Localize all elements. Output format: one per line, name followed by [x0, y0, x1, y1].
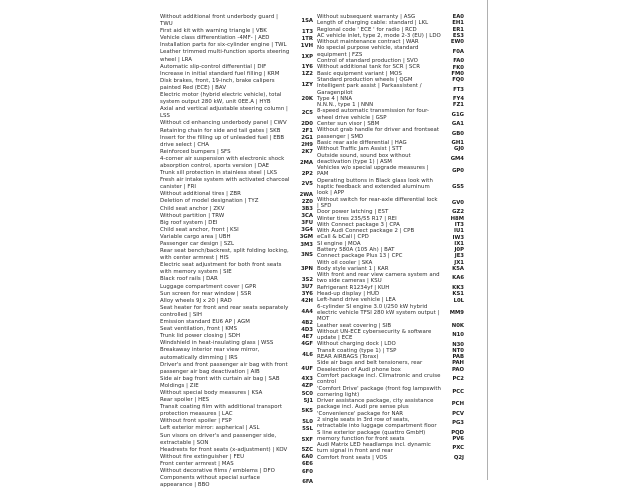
- option-description: Windshield in heat-insulating glass | WSS: [160, 340, 274, 347]
- option-row: [160, 425, 313, 432]
- option-description: AC vehicle inlet, type 2, mode 2-3 (EU) | LDO: [317, 32, 441, 39]
- option-code: 1Y6: [301, 64, 313, 71]
- option-description: Refrigerant R1234yf | KUH: [317, 284, 390, 291]
- option-code: K5A: [452, 266, 464, 273]
- option-code: 2C5: [301, 110, 313, 117]
- option-code: PAB: [452, 354, 464, 361]
- option-description: Without additional tires | ZBR: [160, 191, 241, 198]
- option-description: First aid kit with warning triangle | VBK: [160, 28, 267, 35]
- option-code: GP0: [452, 168, 464, 175]
- option-code: 3G4: [301, 227, 313, 234]
- option-description: Big roof system | DEI: [160, 219, 218, 226]
- option-description: Installation parts for six-cylinder engine | TWL: [160, 42, 287, 49]
- option-code: 1VH: [300, 42, 313, 49]
- option-description: Without cd enhancing underbody panel | CWV: [160, 120, 287, 127]
- option-code: J0P: [454, 247, 464, 254]
- option-row: [160, 156, 313, 170]
- option-description: 4-corner air suspension with electronic shock absorption control, sports version | DAE: [160, 155, 285, 169]
- option-row: [160, 170, 313, 177]
- option-description: Without subsequent warranty | ASG: [317, 14, 416, 20]
- option-description: With Audi Connect package 2 | CPB: [317, 228, 415, 235]
- option-code: PQD: [451, 429, 464, 436]
- option-description: Basic equipment variant | MOS: [317, 70, 402, 77]
- option-row: [160, 397, 313, 404]
- option-code: 4E7: [302, 333, 313, 340]
- option-code: N10: [452, 332, 464, 339]
- option-description: Standard production wheels | QGM: [317, 76, 413, 83]
- option-description: 'Comfort Drive' package (front fog lampswith cornering light): [317, 385, 441, 398]
- option-description: Operating buttons in Black glass look with haptic feedback and extended aluminum look | APP: [317, 177, 433, 197]
- option-row: [160, 319, 313, 326]
- option-code: PCH: [451, 401, 464, 408]
- option-description: Luggage compartment cover | GPR: [160, 283, 257, 290]
- option-row: [317, 153, 464, 166]
- option-row: [160, 149, 313, 156]
- option-row: [317, 197, 464, 210]
- option-code: 5L0: [302, 418, 313, 425]
- option-code: 2Z0: [301, 198, 313, 205]
- option-code: GV0: [451, 199, 464, 206]
- option-row: [160, 347, 313, 361]
- option-description: With Connect package 3 | CPA: [317, 221, 400, 228]
- option-description: eCall & bCall | CPD: [317, 234, 369, 241]
- option-description: Child seat anchor, front | KSI: [160, 226, 239, 233]
- option-description: 2 single seats in 3rd row of seats, retractable into luggage compartment floor: [317, 417, 437, 430]
- option-code: PAH: [452, 360, 464, 367]
- option-code: IW3: [452, 234, 464, 241]
- option-row: [160, 64, 313, 71]
- option-code: F0A: [452, 48, 464, 55]
- option-row: [160, 28, 313, 35]
- option-description: Seat heater for front and rear seats separately controlled | SIH: [160, 304, 289, 318]
- option-description: 8-speed automatic transmission for four-wheel drive vehicle | GSP: [317, 108, 430, 121]
- option-description: Without fire extinguisher | FEU: [160, 453, 245, 460]
- option-description: Control of standard production | SVO: [317, 58, 418, 65]
- option-code: 1XP: [301, 53, 313, 60]
- option-code: FT3: [453, 86, 464, 93]
- option-row: [160, 468, 313, 475]
- option-description: Regional code ' ECE ' for radio | RCD: [317, 26, 417, 33]
- option-row: [160, 447, 313, 454]
- option-row: [160, 333, 313, 340]
- option-code: JX1: [454, 259, 464, 266]
- option-code: 4ZP: [301, 383, 313, 390]
- option-description: drive select | CHA: [160, 141, 210, 148]
- option-code: Q2J: [453, 454, 464, 461]
- option-description: Fresh air intake system with activated charcoal canister | FRI: [160, 177, 290, 191]
- option-code: N0K: [451, 322, 464, 329]
- option-row: [317, 417, 464, 430]
- option-description: Rear spoiler | HES: [160, 397, 210, 404]
- option-row: [160, 71, 313, 78]
- option-code: FZ1: [452, 102, 464, 109]
- option-code: 2P2: [301, 170, 313, 177]
- option-row: [160, 461, 313, 468]
- option-code: 1TR: [301, 35, 313, 42]
- option-description: Headrests for front seats (x-adjustment) | KOV: [160, 446, 288, 453]
- option-row: [160, 198, 313, 205]
- option-code: 4X3: [301, 376, 313, 383]
- option-code: 6A0: [301, 454, 313, 461]
- option-row: [160, 220, 313, 227]
- option-description: Black roof rails | DAR: [160, 276, 218, 283]
- option-code: 4A4: [301, 308, 313, 315]
- option-description: Side air bags and belt tensioners, rear: [317, 360, 423, 367]
- option-row: [160, 106, 313, 120]
- option-row: [317, 373, 464, 386]
- option-description: Without switch for rear-axle differential lock | SFD: [317, 196, 438, 209]
- option-description: Intelligent park assist | Parkassistent / Garagenpilot: [317, 83, 422, 96]
- option-description: Driver assistance package, city assistance package incl. Audi pre sense plus: [317, 398, 434, 411]
- option-description: Center sun visor | SBM: [317, 121, 380, 128]
- option-code: 3NS: [301, 252, 313, 259]
- option-row: [160, 284, 313, 291]
- option-row: [160, 35, 313, 42]
- option-code: PAO: [452, 366, 464, 373]
- option-description: Transit coating film with additional transport protection measures | LAC: [160, 404, 282, 418]
- option-description: Comfort package incl. Climatronic and cruise control: [317, 372, 441, 386]
- option-description: Electric seat adjustment for both front seats with memory system | SIE: [160, 262, 282, 276]
- option-code: 3S2: [301, 277, 313, 284]
- option-description: Without additional tank for SCR | SCR: [317, 64, 421, 71]
- option-row: [317, 127, 464, 140]
- option-code: 5C0: [301, 390, 313, 397]
- option-description: Audi Matrix LED headlamps incl. dynamic turn signal in front and rear: [317, 442, 431, 455]
- option-code: EA0: [452, 14, 464, 21]
- option-code: EH1: [452, 20, 464, 27]
- option-code: FM0: [451, 70, 464, 77]
- option-code: 5ZC: [301, 447, 313, 454]
- option-description: No special purpose vehicle, standard equipment | FZS: [317, 45, 419, 58]
- option-row: [160, 305, 313, 319]
- option-code: 3M3: [300, 241, 313, 248]
- option-code: N30: [452, 341, 464, 348]
- option-description: Moldings | ZIE: [160, 382, 199, 389]
- option-description: Child seat anchor | ZKV: [160, 205, 225, 212]
- option-row: [160, 128, 313, 135]
- option-code: NT0: [452, 347, 464, 354]
- option-row: [317, 45, 464, 58]
- option-code: 1ZY: [301, 81, 313, 88]
- option-description: Without front spoiler | FSP: [160, 418, 232, 425]
- option-code: 6F0: [302, 468, 313, 475]
- option-code: IU1: [454, 228, 464, 235]
- option-code: 6E6: [302, 461, 313, 468]
- option-description: Without special body measures | KSA: [160, 389, 263, 396]
- option-description: Vehicle class differentiation -4MF- | AED: [160, 35, 270, 42]
- option-code: PCC: [452, 388, 464, 395]
- option-description: Without decorative films / emblems | DFO: [160, 468, 275, 474]
- option-code: 2V5: [301, 181, 313, 188]
- option-row: [160, 234, 313, 241]
- option-description: Leather seat covering | SIB: [317, 322, 392, 329]
- option-row: [160, 276, 313, 283]
- option-code: G1G: [451, 111, 464, 118]
- option-row: [160, 248, 313, 262]
- option-code: FY4: [452, 96, 464, 102]
- option-row: [160, 227, 313, 234]
- option-code: PC2: [452, 376, 464, 383]
- option-code: IT3: [454, 221, 464, 228]
- option-description: S line exterior package (quattro GmbH): [317, 429, 426, 436]
- option-row: [160, 177, 313, 191]
- option-row: [317, 386, 464, 399]
- option-description: Left-hand drive vehicle | LEA: [317, 297, 396, 304]
- option-code: GZ2: [452, 209, 464, 216]
- option-code: MM9: [449, 310, 464, 317]
- option-description: Insert for the filling up of unleaded fuel | EBB: [160, 134, 285, 141]
- option-code: 4GF: [301, 340, 313, 347]
- option-code: 5SL: [302, 425, 313, 432]
- option-row: [160, 135, 313, 142]
- option-row: [160, 404, 313, 418]
- option-description: Without partition | TRW: [160, 212, 225, 219]
- option-code: 2F1: [302, 128, 313, 135]
- option-description: Without additional front underbody guard | TWU: [160, 14, 278, 28]
- option-description: Sun screen for rear window | SSR: [160, 290, 252, 297]
- option-row: [160, 291, 313, 298]
- equipment-list-left-column: [160, 14, 313, 489]
- option-description: REAR AIRBAGS (Torax): [317, 354, 379, 361]
- option-description: Length of charging cable: standard | LKL: [317, 20, 429, 27]
- option-row: [160, 191, 313, 198]
- option-description: Without Traffic Jam Assist | STT: [317, 146, 403, 153]
- option-code: GM4: [450, 155, 464, 162]
- option-code: KK3: [452, 284, 464, 291]
- option-description: 'Convenience' package for NAR: [317, 410, 404, 417]
- option-row: [317, 165, 464, 178]
- option-row: [160, 92, 313, 106]
- option-code: 1Z2: [301, 71, 313, 78]
- option-row: [160, 298, 313, 305]
- option-description: Sun visors on driver's and passenger side, extractable | SON: [160, 432, 277, 446]
- option-description: Without charging dock | LDO: [317, 341, 396, 348]
- option-code: GS5: [452, 184, 464, 191]
- option-code: 3FU: [301, 220, 313, 227]
- option-code: 5J1: [303, 397, 313, 404]
- option-description: Leather trimmed multi-function sports steering wheel | LRA: [160, 49, 290, 63]
- option-description: Transit coating (type 1) | TSP: [317, 347, 397, 354]
- option-row: [160, 262, 313, 276]
- option-row: [160, 142, 313, 149]
- option-code: 3PN: [300, 266, 313, 273]
- option-code: ES3: [452, 33, 464, 40]
- option-row: [317, 83, 464, 96]
- option-code: 6FA: [302, 479, 313, 486]
- option-code: GJ0: [453, 146, 464, 153]
- option-row: [160, 213, 313, 220]
- option-description: Body style variant 1 | KAR: [317, 265, 389, 272]
- option-description: Alloy wheels 9J x 20 | RAD: [160, 297, 232, 304]
- option-description: Variable cargo area | UBH: [160, 233, 231, 240]
- option-description: Head-up display | HUD: [317, 291, 380, 298]
- option-code: 2WA: [299, 191, 313, 198]
- option-description: Deletion of model designation | TYZ: [160, 198, 259, 205]
- option-code: PV6: [452, 436, 464, 443]
- option-code: 4B2: [301, 319, 313, 326]
- option-row: [317, 304, 464, 323]
- option-code: 3CA: [301, 213, 313, 220]
- option-code: 42H: [301, 298, 313, 305]
- option-code: JE3: [454, 253, 464, 260]
- option-description: Disk brakes, front, 19-inch, brake calipers painted Red (ECE) | BAV: [160, 77, 275, 91]
- option-code: 3B3: [301, 206, 313, 213]
- option-row: [160, 78, 313, 92]
- option-description: Without UN-ECE cybersecurity & software update | ECE: [317, 328, 432, 342]
- option-code: PXC: [452, 445, 464, 452]
- option-row: [160, 206, 313, 213]
- option-code: 1SA: [301, 18, 313, 25]
- option-code: 4L6: [302, 351, 313, 358]
- option-description: Trunk lid power closing | SDH: [160, 333, 241, 340]
- option-code: L0L: [453, 297, 464, 304]
- option-description: Outside sound, sound box without deactivation (type 1) | ASM: [317, 152, 411, 165]
- option-description: Increase in initial standard fuel filling | KRM: [160, 70, 280, 77]
- option-description: Without grab handle for driver and frontseat passenger | SMD: [317, 127, 440, 140]
- option-code: KA6: [452, 275, 464, 282]
- option-description: memory function for front seats: [317, 435, 405, 442]
- option-row: [160, 433, 313, 447]
- option-row: [317, 398, 464, 411]
- option-description: Left exterior mirror: aspherical | ASL: [160, 425, 260, 432]
- option-description: N.N.N., type 1 | NNN: [317, 102, 374, 109]
- option-description: Reinforced bumpers | SFS: [160, 148, 231, 155]
- option-code: 5K5: [301, 408, 313, 415]
- option-code: FQ0: [452, 77, 464, 84]
- option-code: PG3: [452, 420, 464, 427]
- option-description: Trunk sill protection in stainless steel | LKS: [160, 170, 278, 177]
- option-code: 3U7: [301, 284, 313, 291]
- option-description: Emission standard EU6 AP | AGM: [160, 319, 250, 326]
- option-description: Rear seat bench/backrest, split folding locking, with center armrest | HIS: [160, 248, 289, 262]
- option-description: Breakaway interior rear view mirror, automatically dimming | IRS: [160, 347, 260, 361]
- option-description: Vehicles w/o special upgrade measures | PAM: [317, 165, 429, 178]
- option-row: [317, 442, 464, 455]
- option-row: [160, 390, 313, 397]
- option-row: [160, 362, 313, 376]
- option-code: 5XF: [301, 436, 313, 443]
- option-row: [160, 454, 313, 461]
- option-code: 2K7: [301, 149, 313, 156]
- option-code: PCV: [452, 410, 464, 417]
- option-code: 2MA: [299, 159, 313, 166]
- option-code: 3GM: [299, 234, 313, 241]
- option-code: ER1: [452, 26, 464, 33]
- option-row: [160, 475, 313, 489]
- option-description: Basic rear axle differential | HAG: [317, 139, 407, 146]
- option-code: EW0: [450, 39, 464, 46]
- option-description: Type 4 | NNA: [317, 95, 353, 102]
- option-code: 20K: [301, 96, 313, 103]
- option-code: 4UF: [301, 365, 313, 372]
- option-description: Seat ventilation, front | KMS: [160, 326, 238, 333]
- option-code: FA0: [453, 58, 464, 65]
- option-description: Components without special surface appearance | BBO: [160, 475, 260, 489]
- option-row: [317, 329, 464, 342]
- option-description: Passenger car design | SZL: [160, 241, 235, 247]
- page-divider: [487, 0, 488, 480]
- option-row: [317, 272, 464, 285]
- option-code: H8M: [450, 215, 464, 222]
- option-description: Driver's and front passenger air bag with front passenger air bag deactivation | AIB: [160, 361, 288, 375]
- option-description: Connect package Plus 13 | CPC: [317, 253, 403, 260]
- equipment-list-right-column: [317, 14, 464, 461]
- option-row: [317, 178, 464, 197]
- option-description: Comfort front seats | VOS: [317, 454, 388, 461]
- option-code: 2D0: [301, 120, 313, 127]
- option-code: 1T3: [302, 28, 313, 35]
- option-description: SI engine | MOA: [317, 240, 361, 247]
- option-code: GA1: [451, 121, 464, 128]
- option-code: KS1: [452, 291, 464, 298]
- option-code: 2H9: [301, 142, 313, 149]
- option-row: [160, 42, 313, 49]
- option-row: [160, 241, 313, 248]
- option-description: Retaining chain for side and tail gates | SKB: [160, 127, 281, 134]
- option-description: Electric motor (hybrid electric vehicle), total system output 280 kW, unit 0EE.A | HYB: [160, 92, 282, 106]
- option-code: 2G1: [301, 135, 313, 142]
- option-row: [317, 108, 464, 121]
- option-row: [317, 455, 464, 461]
- option-code: GB0: [451, 130, 464, 137]
- option-row: [160, 120, 313, 127]
- option-row: [160, 340, 313, 347]
- option-row: [160, 14, 313, 28]
- option-description: 6-cylinder SI engine 3.0 l/250 kW hybrid electric vehicle TFSI 280 kW system output | MOT: [317, 303, 440, 323]
- option-row: [160, 418, 313, 425]
- option-description: Side air bag front with curtain air bag | SAB: [160, 375, 280, 382]
- option-description: Battery 580A (105 Ah) | BAT: [317, 246, 395, 253]
- option-row: [160, 326, 313, 333]
- option-code: 4D3: [301, 326, 313, 333]
- option-description: Axial and vertical adjustable steering column | LSS: [160, 106, 288, 120]
- option-description: With oil cooler | SKA: [317, 259, 373, 266]
- option-description: Automatic slip-control differential | DIF: [160, 63, 267, 70]
- option-description: Winter tires 235/55 R17 | REI: [317, 215, 397, 222]
- option-code: 3Y6: [301, 291, 313, 298]
- option-code: FK0: [452, 64, 464, 71]
- option-row: [160, 383, 313, 390]
- option-code: GH1: [451, 140, 464, 147]
- option-code: IX1: [454, 240, 464, 247]
- option-row: [160, 376, 313, 383]
- option-description: Deselection of Audi phone box: [317, 366, 401, 373]
- option-row: [160, 49, 313, 63]
- option-description: With front and rear view camera system and two side cameras | KSU: [317, 272, 440, 285]
- option-description: Front center armrest | MAS: [160, 460, 234, 467]
- option-description: Without maintenance contract | WAR: [317, 39, 419, 46]
- option-description: Door power latching | EST: [317, 209, 389, 216]
